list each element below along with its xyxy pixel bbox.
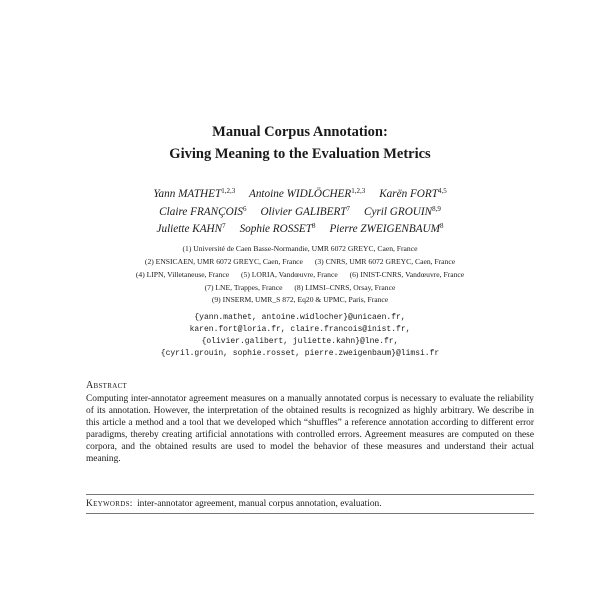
author-affiliation-marks: 6 [242, 205, 247, 213]
author-row-2 [0, 205, 600, 218]
affiliation: (4) LIPN, Villetaneuse, France [135, 270, 230, 279]
affiliation: (6) INIST-CNRS, Vandœuvre, France [349, 270, 465, 279]
author-affiliation-marks: 1,2,3 [351, 187, 366, 195]
keywords-text: inter-annotator agreement, manual corpus annotation, evaluation. [137, 499, 382, 509]
abstract-heading: Abstract [86, 380, 128, 391]
author-name: Pierre ZWEIGENBAUM [329, 223, 440, 235]
affiliation: (2) ENSICAEN, UMR 6072 GREYC, Caen, France [144, 257, 303, 266]
author-affiliation-marks: 4,5 [437, 187, 447, 195]
author-affiliation-marks: 8 [311, 222, 316, 230]
affiliation-line [0, 257, 600, 266]
keywords-bottom-rule [86, 513, 534, 514]
keywords-label: Keywords [86, 499, 130, 509]
author-affiliation-marks: 1,2,3 [221, 187, 236, 195]
affiliation-line [0, 283, 600, 292]
author-name: Yann MATHET [153, 188, 222, 200]
affiliation: (8) LIMSI–CNRS, Orsay, France [294, 283, 396, 292]
affiliation: (7) LNE, Trappes, France [204, 283, 283, 292]
keywords-colon: : [129, 499, 138, 509]
author-affiliation-marks: 7 [222, 222, 226, 230]
affiliation-line [0, 270, 600, 279]
author-name: Juliette KAHN [156, 223, 223, 235]
author-affiliation-marks: 8 [439, 222, 444, 230]
author-row-3 [0, 222, 600, 235]
email-line[interactable]: karen.fort@loria.fr, claire.francois@inist.fr, [189, 325, 411, 334]
author-affiliation-marks: 8,9 [432, 205, 441, 213]
author-name: Claire FRANÇOIS [159, 206, 243, 218]
paper-title-line-2: Giving Meaning to the Evaluation Metrics [169, 146, 431, 162]
author-affiliation-marks: 7 [346, 205, 351, 213]
abstract-body: Computing inter-annotator agreement measures on a manually annotated corpus is necessary to evaluate the reliability of its annotation. However, the interpretation of the obtained results is recognized as highly arbitrary. We describe in this article a method and a tool that we developed which “shuffles” a reference annotation according to different error paradigms, thereby creating artificial annotations with controlled errors. Agreement measures are computed on these corpora, and the obtained results are used to model the behavior of these measures and understand their actual meaning. [86, 394, 534, 465]
affiliation: (9) INSERM, UMR_S 872, Eq20 & UPMC, Paris, France [211, 295, 389, 304]
affiliation: (5) LORIA, Vandœuvre, France [241, 270, 338, 279]
affiliation: (3) CNRS, UMR 6072 GREYC, Caen, France [314, 257, 456, 266]
paper-title-line-1: Manual Corpus Annotation: [212, 124, 388, 140]
author-name: Cyril GROUIN [364, 206, 433, 218]
affiliation: (1) Université de Caen Basse-Normandie, UMR 6072 GREYC, Caen, France [182, 244, 418, 253]
email-line[interactable]: {yann.mathet, antoine.widlocher}@unicaen.fr, [194, 313, 406, 322]
author-name: Karën FORT [379, 188, 438, 200]
author-name: Sophie ROSSET [239, 223, 312, 235]
affiliation-line [0, 244, 600, 253]
author-name: Olivier GALIBERT [260, 206, 347, 218]
keywords-line [86, 499, 534, 509]
affiliation-line [0, 295, 600, 304]
email-line[interactable]: {olivier.galibert, juliette.kahn}@lne.fr, [201, 337, 399, 346]
email-line[interactable]: {cyril.grouin, sophie.rosset, pierre.zweigenbaum}@limsi.fr [160, 349, 440, 358]
keywords-top-rule [86, 494, 534, 495]
author-name: Antoine WIDLÖCHER [248, 188, 352, 200]
author-row-1 [0, 187, 600, 200]
